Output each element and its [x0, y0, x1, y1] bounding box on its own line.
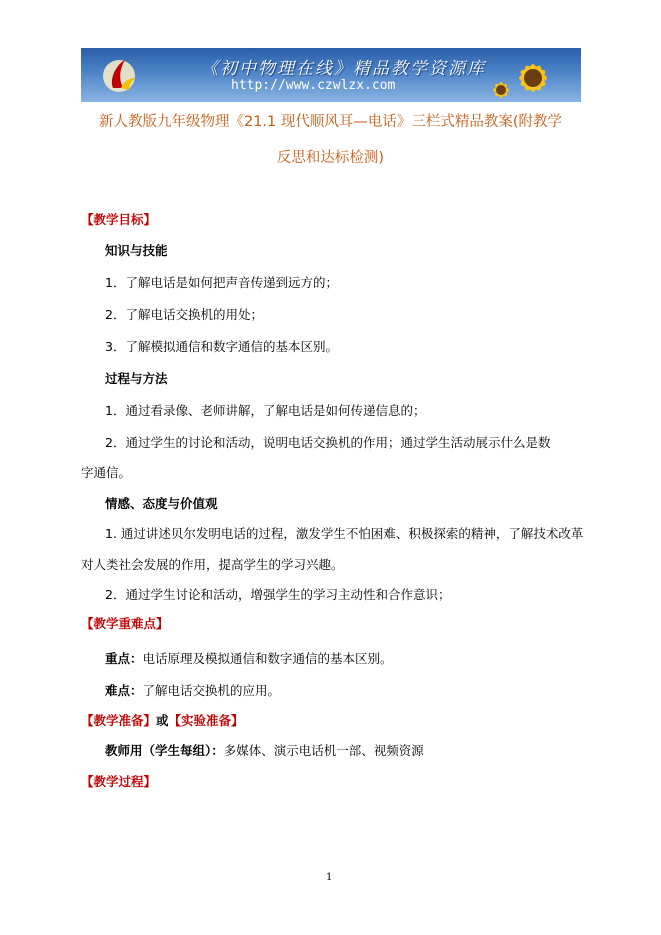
- process-item: 2．通过学生的讨论和活动，说明电话交换机的作用；通过学生活动展示什么是数: [105, 435, 551, 450]
- czwlzx-logo-icon: [99, 54, 139, 96]
- key-point-text: 电话原理及模拟通信和数字通信的基本区别。: [142, 651, 393, 666]
- emotion-heading: 情感、态度与价值观: [105, 496, 218, 511]
- preparation-heading: [81, 711, 244, 729]
- knowledge-item: 2．了解电话交换机的用处；: [105, 307, 263, 322]
- emotion-item: 2．通过学生讨论和活动，增强学生的学习主动性和合作意识；: [105, 587, 451, 602]
- process-method-heading: 过程与方法: [105, 371, 168, 386]
- document-title-line1: 新人教版九年级物理《21.1 现代顺风耳—电话》三栏式精品教案(附教学: [98, 114, 563, 130]
- teaching-process-heading: 【教学过程】: [81, 774, 157, 789]
- emotion-item-continued: 对人类社会发展的作用，提高学生的学习兴趣。: [81, 557, 344, 572]
- knowledge-item: 1．了解电话是如何把声音传递到远方的；: [105, 275, 338, 290]
- knowledge-item: 3．了解模拟通信和数字通信的基本区别。: [105, 339, 338, 354]
- difficult-point-text: 了解电话交换机的应用。: [142, 683, 281, 698]
- difficult-point-row: [105, 681, 280, 699]
- objectives-heading: 【教学目标】: [81, 212, 157, 227]
- key-point-label: 重点：: [105, 651, 143, 666]
- difficult-point-label: 难点：: [105, 683, 143, 698]
- preparation-heading-or: 或: [156, 713, 169, 728]
- header-banner: [81, 48, 581, 102]
- emotion-item: 1. 通过讲述贝尔发明电话的过程，激发学生不怕困难、积极探索的精神，了解技术改革: [105, 526, 584, 541]
- teacher-materials-label: 教师用（学生每组）：: [105, 743, 224, 758]
- banner-title: 《初中物理在线》精品教学资源库: [201, 59, 486, 79]
- document-title-line2: 反思和达标检测): [276, 150, 385, 166]
- key-points-heading: 【教学重难点】: [81, 616, 169, 631]
- process-item: 1．通过看录像、老师讲解，了解电话是如何传递信息的；: [105, 403, 426, 418]
- sunflower-icon: [489, 50, 577, 102]
- process-item-continued: 字通信。: [81, 465, 132, 480]
- page-number: 1: [326, 872, 333, 883]
- banner-url[interactable]: http://www.czwlzx.com: [231, 78, 396, 93]
- preparation-heading-part1: 【教学准备】: [81, 713, 157, 728]
- key-point-row: [105, 649, 393, 667]
- teacher-materials-text: 多媒体、演示电话机一部、视频资源: [223, 743, 424, 758]
- teacher-materials-row: [105, 741, 424, 759]
- knowledge-heading: 知识与技能: [105, 243, 168, 258]
- preparation-heading-part2: 【实验准备】: [168, 713, 244, 728]
